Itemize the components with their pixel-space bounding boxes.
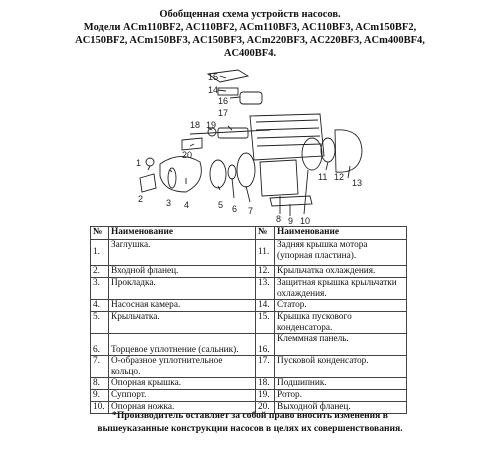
housing-fins [256, 120, 321, 146]
cell-name-left: Заглушка. [109, 240, 256, 266]
cell-name-right: Защитная крышка крыльчатки охлаждения. [275, 278, 407, 300]
cell-name-right: Клеммная панель. [275, 334, 407, 356]
callout-13: 13 [352, 178, 363, 188]
cell-number-left: 3. [91, 278, 109, 300]
footnote-line-2: вышеуказанные конструкции насосов в целях их совершенствования. [97, 423, 403, 434]
callout-10: 10 [300, 216, 311, 226]
document-title [60, 8, 440, 60]
callout-17: 17 [218, 108, 229, 118]
pump-exploded-svg [120, 66, 380, 226]
cell-name-left: Опорная ножка. [109, 402, 256, 414]
cell-number-left: 8. [91, 378, 109, 390]
table-row [91, 356, 407, 378]
callout-19: 19 [206, 120, 217, 130]
cell-number-left: 4. [91, 300, 109, 312]
part-fan-guard [335, 130, 362, 172]
cell-number-right: 13. [256, 278, 275, 300]
cell-name-left: Входной фланец. [109, 266, 256, 278]
cell-name-left: Торцевое уплотнение (сальник). [109, 334, 256, 356]
table-row [91, 266, 407, 278]
part-gasket [168, 168, 176, 188]
part-mech-seal [228, 165, 236, 179]
header-number-1: № [91, 227, 109, 240]
cell-number-right: 19. [256, 390, 275, 402]
cell-number-left: 2. [91, 266, 109, 278]
pump-exploded-diagram [120, 66, 380, 226]
table-row [91, 300, 407, 312]
cell-number-right: 16. [256, 334, 275, 356]
cell-number-left: 7. [91, 356, 109, 378]
part-plug [146, 158, 154, 166]
cell-name-right: Крыльчатка охлаждения. [275, 266, 407, 278]
part-bracket [260, 160, 298, 196]
callout-18: 18 [190, 120, 201, 130]
cell-name-right: Статор. [275, 300, 407, 312]
parts-table [90, 226, 407, 414]
part-terminal-panel [218, 88, 238, 95]
title-line-2: Модели ACm110BF2, AC110BF2, ACm110BF3, AC110BF3, ACm150BF2, [83, 22, 417, 33]
parts-table-header [91, 227, 407, 240]
cell-name-right: Пусковой конденсатор. [275, 356, 407, 378]
cell-number-right: 18. [256, 378, 275, 390]
part-impeller [210, 160, 226, 188]
callout-11: 11 [318, 172, 328, 182]
cell-number-left: 1. [91, 240, 109, 266]
callout-2: 2 [138, 194, 144, 204]
cell-number-left: 9. [91, 390, 109, 402]
table-row [91, 378, 407, 390]
callout-6: 6 [232, 204, 238, 214]
title-line-4: AC400BF4. [223, 48, 277, 59]
part-outlet-flange [182, 138, 202, 150]
part-rear-cover [302, 138, 322, 170]
callout-14: 14 [208, 85, 219, 95]
cell-number-left: 10. [91, 402, 109, 414]
cell-number-right: 11. [256, 240, 275, 266]
part-rotor [218, 128, 248, 138]
callout-8: 8 [276, 214, 282, 224]
cell-number-right: 17. [256, 356, 275, 378]
cell-name-left: Крыльчатка. [109, 312, 256, 334]
part-capacitor [240, 92, 262, 104]
table-row [91, 390, 407, 402]
callout-5: 5 [218, 200, 224, 210]
cell-number-left: 5. [91, 312, 109, 334]
part-o-ring [237, 153, 255, 187]
part-pump-chamber [160, 156, 201, 192]
table-row [91, 312, 407, 334]
cell-name-right: Подшипник. [275, 378, 407, 390]
cell-name-left: Опорная крышка. [109, 378, 256, 390]
header-number-2: № [256, 227, 275, 240]
callout-12: 12 [334, 172, 345, 182]
footnote [60, 409, 440, 435]
header-name-1: Наименование [109, 227, 256, 240]
cell-name-right: Крышка пускового конденсатора. [275, 312, 407, 334]
footnote-line-1: *Производитель оставляет за собой право вносить изменения в [112, 410, 388, 421]
callout-3: 3 [166, 198, 172, 208]
callout-9: 9 [288, 216, 294, 226]
cell-name-left: Прокладка. [109, 278, 256, 300]
table-row [91, 240, 407, 266]
callout-4: 4 [184, 200, 190, 210]
callout-15: 15 [208, 72, 219, 82]
cell-name-right: Задняя крышка мотора (упорная пластина). [275, 240, 407, 266]
cell-name-left: Суппорт. [109, 390, 256, 402]
cell-name-left: Насосная камера. [109, 300, 256, 312]
rotor-shaft [190, 130, 270, 134]
table-row [91, 278, 407, 300]
part-inlet-flange [140, 174, 156, 192]
cell-name-right: Ротор. [275, 390, 407, 402]
callout-16: 16 [218, 96, 229, 106]
callout-1: 1 [136, 158, 142, 168]
callout-7: 7 [248, 206, 254, 216]
cell-number-right: 15. [256, 312, 275, 334]
cell-name-left: О-образное уплотнительное кольцо. [109, 356, 256, 378]
cell-name-right: Выходной фланец. [275, 402, 407, 414]
cell-number-right: 20. [256, 402, 275, 414]
title-line-3: AC150BF2, ACm150BF3, AC150BF3, ACm220BF3, AC220BF3, ACm400BF4, [75, 35, 425, 46]
title-line-1: Обобщенная схема устройств насосов. [159, 9, 341, 20]
cell-number-left: 6. [91, 334, 109, 356]
callout-20: 20 [182, 150, 193, 160]
table-row [91, 334, 407, 356]
cell-number-right: 14. [256, 300, 275, 312]
header-name-2: Наименование [275, 227, 407, 240]
cell-number-right: 12. [256, 266, 275, 278]
